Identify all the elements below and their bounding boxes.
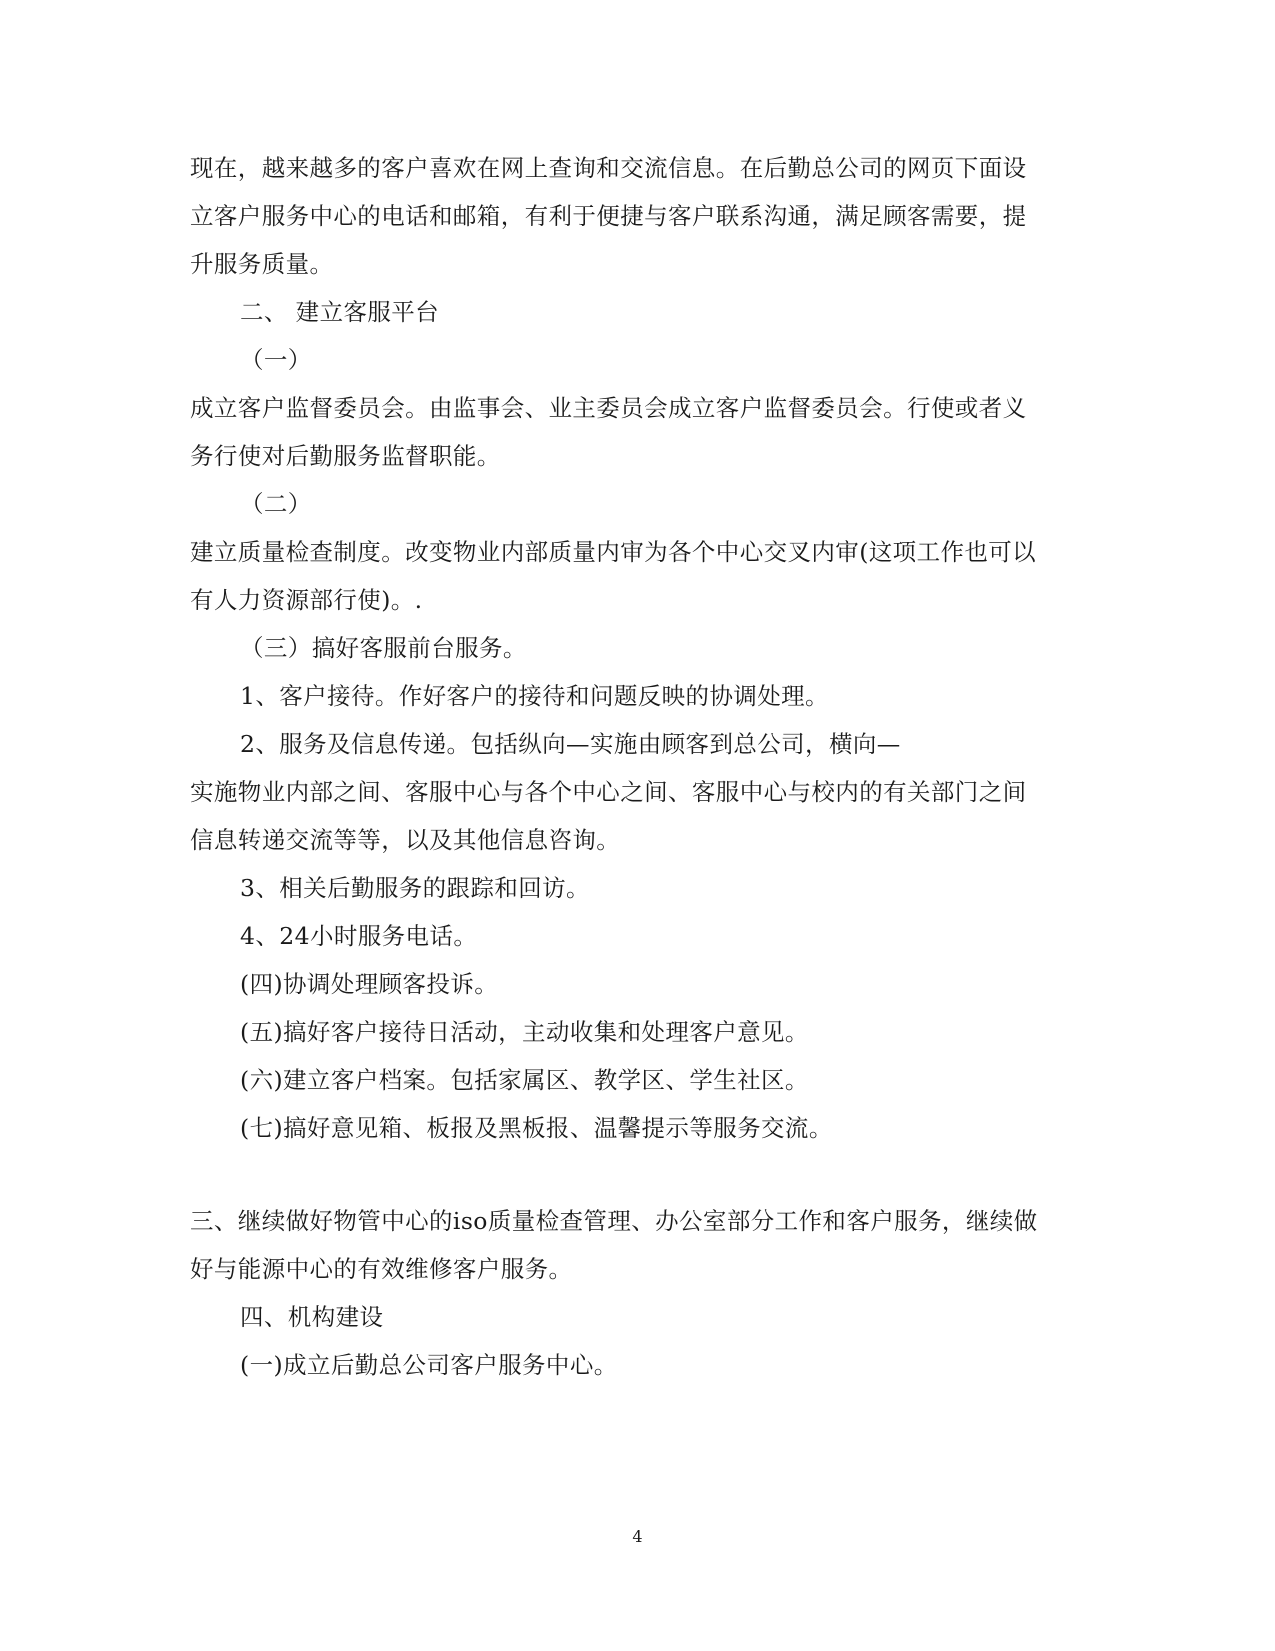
paragraph-line: 建立质量检查制度。改变物业内部质量内审为各个中心交叉内审(这项工作也可以 (190, 538, 1037, 566)
paragraph-line: 实施物业内部之间、客服中心与各个中心之间、客服中心与校内的有关部门之间 (190, 778, 1027, 806)
list-item: 2、服务及信息传递。包括纵向—实施由顾客到总公司，横向— (240, 730, 901, 758)
list-item: (一)成立后勤总公司客户服务中心。 (240, 1351, 618, 1379)
paragraph-line: 现在，越来越多的客户喜欢在网上查询和交流信息。在后勤总公司的网页下面设 (190, 154, 1027, 182)
subsection-heading: （三）搞好客服前台服务。 (240, 634, 527, 662)
section-heading: 二、 建立客服平台 (240, 298, 440, 326)
page-number: 4 (632, 1527, 643, 1546)
subsection-marker: （一） (240, 346, 312, 374)
list-item: (五)搞好客户接待日活动，主动收集和处理客户意见。 (240, 1018, 809, 1046)
paragraph-line: 三、继续做好物管中心的iso质量检查管理、办公室部分工作和客户服务，继续做 (190, 1207, 1038, 1235)
paragraph-line: 务行使对后勤服务监督职能。 (190, 442, 501, 470)
list-item: (四)协调处理顾客投诉。 (240, 970, 499, 998)
subsection-marker: （二） (240, 490, 312, 518)
section-heading: 四、机构建设 (240, 1303, 384, 1331)
list-item: (六)建立客户档案。包括家属区、教学区、学生社区。 (240, 1066, 809, 1094)
list-item: 1、客户接待。作好客户的接待和问题反映的协调处理。 (240, 682, 829, 710)
paragraph-line: 立客户服务中心的电话和邮箱，有利于便捷与客户联系沟通，满足顾客需要，提 (190, 202, 1027, 230)
paragraph-line: 有人力资源部行使)。. (190, 586, 423, 614)
list-item: (七)搞好意见箱、板报及黑板报、温馨提示等服务交流。 (240, 1114, 833, 1142)
list-item: 3、相关后勤服务的跟踪和回访。 (240, 874, 590, 902)
paragraph-line: 升服务质量。 (190, 250, 334, 278)
list-item: 4、24小时服务电话。 (240, 922, 478, 950)
paragraph-line: 信息转递交流等等，以及其他信息咨询。 (190, 826, 621, 854)
paragraph-line: 好与能源中心的有效维修客户服务。 (190, 1255, 573, 1283)
paragraph-line: 成立客户监督委员会。由监事会、业主委员会成立客户监督委员会。行使或者义 (190, 394, 1027, 422)
